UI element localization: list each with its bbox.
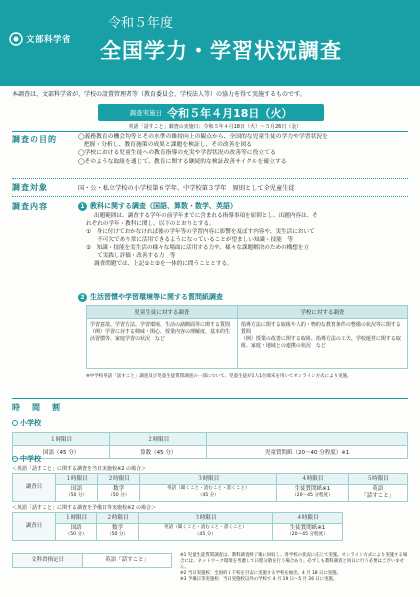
purpose-line: ◯そのような取組を通じて、教育に関する継続的な検証改善サイクルを確立する xyxy=(78,158,287,165)
content-heading: 調査内容 xyxy=(12,202,48,211)
mext-logo xyxy=(9,32,71,46)
period-header: ４時限目 xyxy=(277,474,348,485)
content-item-1-title: 教科に関する調査（国語、算数・数学、英語） xyxy=(90,202,237,210)
subject-cell: 国語（45 分） xyxy=(13,446,110,459)
circle-marker-icon xyxy=(12,420,18,426)
purpose-line: ◯義務教育の機会均等とその水準の維持向上の観点から、全国的な児童生徒の学力や学習状況を xyxy=(78,134,328,140)
period-header: ２時限目 xyxy=(110,433,207,446)
timetable-heading: 時 間 割 xyxy=(12,403,62,412)
subject-cell: 生徒質問紙※1 （20～45 分程度） xyxy=(272,523,342,540)
body-line: ① 身に付けておかなければ後の学年等の学習内容に影響を及ぼす内容や、実生活において xyxy=(86,229,315,235)
page-title: 全国学力・学習状況調査 xyxy=(100,39,342,63)
online-note: ※中学校英語「話すこと」調査及び児童生徒質問調査の一部について、児童生徒が1人1台端末を用いてオンライン方式により実施。 xyxy=(86,374,352,379)
condition-same-day: ＜英語「話すこと」に関する調査を当日実施校※2 の場合＞ xyxy=(12,466,146,472)
body-line: 出題範囲は、調査する学年の前学年までに含まれる指導事項を原則とし、出題内容は、そ xyxy=(94,213,318,219)
period-header: １時限目 xyxy=(13,433,110,446)
period-header: ２時限目 xyxy=(97,513,138,524)
circle-marker-icon xyxy=(12,456,18,462)
junior-high-heading-text: 中学校 xyxy=(20,455,41,463)
content-item-2-title: 生活習慣や学習環境等に関する質問紙調査 xyxy=(90,293,223,301)
section-divider xyxy=(12,196,408,197)
body-line: ② 知識・技能を実生活の様々な場面に活用する力や、様々な課題解決のための構想を立 xyxy=(86,245,310,251)
junior-high-timetable-reserve-day xyxy=(12,512,408,541)
questionnaire-table xyxy=(86,305,408,369)
subject-cell: 児童質問紙（20～40 分程度）※1 xyxy=(207,446,408,459)
purpose-line: 把握・分析し、教育施策の成果と課題を検証し、その改善を図る xyxy=(78,142,252,149)
subject-cell: 国語 （50 分） xyxy=(56,484,98,501)
footnotes xyxy=(180,553,408,583)
period-header: ５時限目 xyxy=(348,474,407,485)
subject-cell: 数学 （50 分） xyxy=(97,523,138,540)
body-line: て実践し評価・改善する力 等 xyxy=(86,253,176,259)
junior-high-heading xyxy=(12,454,41,464)
subject-cell: 算数（45 分） xyxy=(110,446,207,459)
period-header: １時限目 xyxy=(56,474,98,485)
designated-day-label: 文科省指定日 xyxy=(13,554,83,568)
body-line: 不可欠であり常に活用できるようになっていることが望ましい知識・技能 等 xyxy=(86,237,293,243)
row-label: 調査日 xyxy=(13,513,56,541)
junior-high-timetable-same-day xyxy=(12,473,408,502)
subject-cell: 数学 （50 分） xyxy=(98,484,140,501)
footnote: ※1 児童生徒質問調査は、教科調査終了後に回収し、各学校の状況に応じて実施。オンライン方式により実施する場合には、ネットワーク環境を考慮して日程分散を行う場合あり。必ずしも教科調査と同日に行う必要はございません。 xyxy=(180,553,408,570)
footnote: ※2 当日実施校：全国約１千校を目安に実施する学校を抽出、4 月 18 日に実施。 xyxy=(180,571,341,576)
condition-reserve-day: ＜英語「話すこと」に関する調査を予備日等実施校※2 の場合＞ xyxy=(12,505,156,511)
section-divider xyxy=(12,131,408,132)
subject-cell: 国語 （50 分） xyxy=(56,523,97,540)
number-badge: 2 xyxy=(78,293,87,302)
period-header: ３時限目 xyxy=(138,513,272,524)
period-header: １時限目 xyxy=(56,513,97,524)
subject-cell: 英語 「話すこと」 xyxy=(348,484,407,501)
row-label: 調査日 xyxy=(13,474,56,502)
period-header: ４時限目 xyxy=(272,513,342,524)
target-heading: 調査対象 xyxy=(12,183,48,192)
speaking-test-date-note: 英語「話すこと」調査の実施日：令和５年４月18日（火）～５月26日（金） xyxy=(128,124,302,130)
content-item-2-heading xyxy=(78,292,223,302)
content-item-1-heading xyxy=(78,201,237,211)
questionnaire-header: 児童生徒に対する調査 xyxy=(87,306,238,319)
designated-day-table xyxy=(12,553,172,568)
questionnaire-header: 学校に対する調査 xyxy=(237,306,407,319)
questionnaire-cell: 学習意欲、学習方法、学習環境、生活の諸側面等に関する質問 （例）学習に対する興味・関心、授業内容の理解度、基本的生活習慣等、家庭学習の状況 など xyxy=(87,319,238,369)
body-line: れぞれの学年・教科に関し、以下のとおりとする。 xyxy=(86,221,215,227)
designated-day-value: 英語「話すこと」 xyxy=(83,554,172,568)
elementary-heading xyxy=(12,418,41,428)
mext-emblem-icon xyxy=(9,32,23,46)
section-divider xyxy=(12,178,408,179)
elementary-timetable xyxy=(12,432,408,459)
body-line: 調査問題では、上記①と②を一体的に問うこととする。 xyxy=(94,261,233,267)
org-name: 文部科学省 xyxy=(26,35,72,45)
target-text: 国・公・私立学校の小学校第６学年、中学校第３学年 原則として全児童生徒 xyxy=(78,185,295,192)
intro-text: 本調査は、文部科学省が、学校の設置管理者等（教育委員会、学校法人等）の協力を得て実施するものです。 xyxy=(12,91,306,98)
purpose-list xyxy=(78,133,408,166)
purpose-line: ◯学校における児童生徒への教育指導の充実や学習状況の改善等に役立てる xyxy=(78,150,276,157)
number-badge: 1 xyxy=(78,202,87,211)
footnote: ※3 予備日等実施校：当日実施校以外の学校で 4 月 19 日～5 月 26 日に実施。 xyxy=(180,577,338,582)
period-header xyxy=(207,433,408,446)
section-divider xyxy=(12,398,408,399)
elementary-heading-text: 小学校 xyxy=(20,419,41,427)
period-header: ３時限目 xyxy=(140,474,277,485)
questionnaire-cell: 指導方法に関する取組や人的・物的な教育条件の整備の状況等に関する質問 （例）授業の改善に関する取組、指導方法の工夫、学校運営に関する取組、家庭・地域との連携の状況 など xyxy=(237,319,407,369)
subject-cell: 生徒質問紙※1 （20～45 分程度） xyxy=(277,484,348,501)
subject-cell: 英語（聞くこと・読むこと・書くこと） （45 分） xyxy=(140,484,277,501)
survey-date-banner xyxy=(98,104,324,121)
survey-date-label: 調査実施日 xyxy=(129,109,163,117)
survey-date: 令和５年４月18日（火） xyxy=(167,106,293,120)
subject-cell: 英語（聞くこと・読むこと・書くこと） （45 分） xyxy=(138,523,272,540)
fiscal-year: 令和５年度 xyxy=(108,16,174,31)
content-item-1-body xyxy=(86,212,406,268)
period-header: ２時限目 xyxy=(98,474,140,485)
purpose-heading: 調査の目的 xyxy=(12,135,57,144)
